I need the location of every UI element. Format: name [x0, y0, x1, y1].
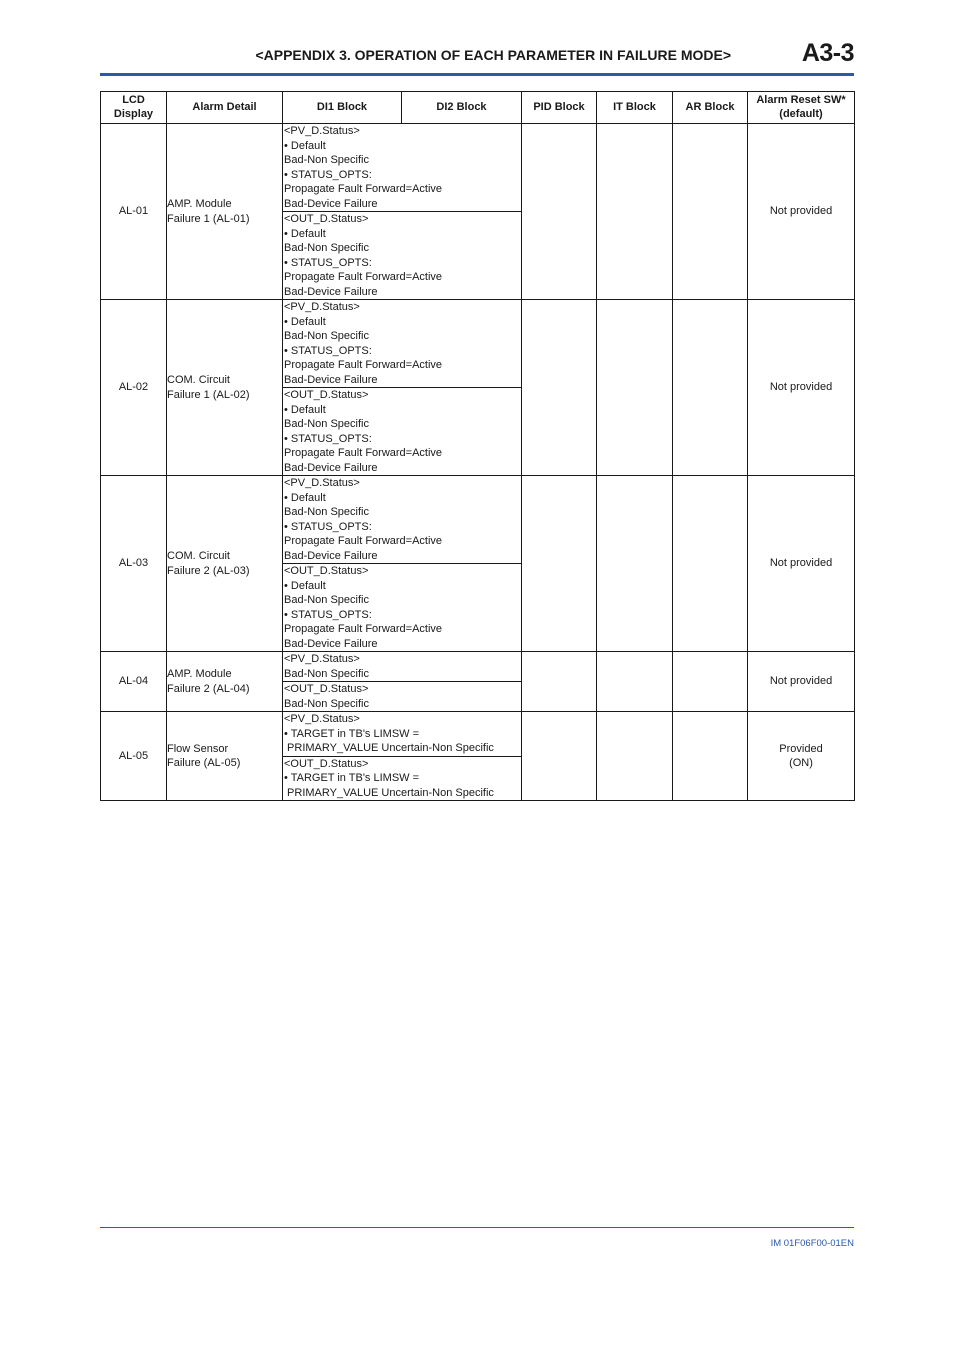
column-header-di2-block: DI2 Block	[402, 92, 522, 124]
column-header-it-block: IT Block	[597, 92, 673, 124]
header-rule	[100, 73, 854, 76]
di-block-cell	[283, 712, 522, 801]
lcd-display-cell: AL-05	[101, 712, 167, 801]
table-row	[101, 124, 855, 300]
di-block-cell	[283, 300, 522, 476]
it-block-cell	[597, 476, 673, 652]
ar-block-cell	[673, 124, 748, 300]
out-status-text: <OUT_D.Status> Bad-Non Specific	[283, 681, 521, 711]
ar-block-cell	[673, 300, 748, 476]
alarm-detail-cell: AMP. Module Failure 1 (AL-01)	[167, 124, 283, 300]
out-status-text: <OUT_D.Status> • Default Bad-Non Specific • STATUS_OPTS: Propagate Fault Forward=Active Bad-Device Failure	[283, 563, 521, 651]
page-number: A3-3	[801, 39, 854, 67]
alarm-detail-cell: COM. Circuit Failure 1 (AL-02)	[167, 300, 283, 476]
table-row	[101, 712, 855, 801]
column-header-di1-block: DI1 Block	[283, 92, 402, 124]
di-block-cell	[283, 652, 522, 712]
pid-block-cell	[522, 476, 597, 652]
footer-rule	[100, 1227, 854, 1228]
it-block-cell	[597, 124, 673, 300]
it-block-cell	[597, 712, 673, 801]
alarm-reset-cell: Not provided	[748, 476, 855, 652]
lcd-display-cell: AL-04	[101, 652, 167, 712]
column-header-ar-block: AR Block	[673, 92, 748, 124]
alarm-detail-cell: COM. Circuit Failure 2 (AL-03)	[167, 476, 283, 652]
lcd-display-cell: AL-03	[101, 476, 167, 652]
out-status-text: <OUT_D.Status> • Default Bad-Non Specific • STATUS_OPTS: Propagate Fault Forward=Active Bad-Device Failure	[283, 211, 521, 299]
pv-status-text: <PV_D.Status> • Default Bad-Non Specific • STATUS_OPTS: Propagate Fault Forward=Active Bad-Device Failure	[284, 301, 443, 386]
alarm-detail-cell: Flow Sensor Failure (AL-05)	[167, 712, 283, 801]
out-status-text: <OUT_D.Status> • Default Bad-Non Specific • STATUS_OPTS: Propagate Fault Forward=Active Bad-Device Failure	[283, 387, 521, 475]
pv-status-text: <PV_D.Status> Bad-Non Specific	[284, 653, 369, 680]
table-row	[101, 476, 855, 652]
column-header-pid-block: PID Block	[522, 92, 597, 124]
it-block-cell	[597, 300, 673, 476]
alarm-reset-cell: Not provided	[748, 300, 855, 476]
pid-block-cell	[522, 652, 597, 712]
out-status-text: <OUT_D.Status> • TARGET in TB's LIMSW = PRIMARY_VALUE Uncertain-Non Specific	[283, 756, 521, 801]
alarm-reset-cell: Provided (ON)	[748, 712, 855, 801]
column-header-alarm-reset-sw: Alarm Reset SW* (default)	[748, 92, 855, 124]
table-row	[101, 300, 855, 476]
section-title: <APPENDIX 3. OPERATION OF EACH PARAMETER IN FAILURE MODE>	[255, 47, 731, 63]
it-block-cell	[597, 652, 673, 712]
ar-block-cell	[673, 712, 748, 801]
pid-block-cell	[522, 712, 597, 801]
document-number: IM 01F06F00-01EN	[770, 1238, 854, 1249]
ar-block-cell	[673, 476, 748, 652]
column-header-alarm-detail: Alarm Detail	[167, 92, 283, 124]
pv-status-text: <PV_D.Status> • Default Bad-Non Specific • STATUS_OPTS: Propagate Fault Forward=Active Bad-Device Failure	[284, 477, 443, 562]
pid-block-cell	[522, 124, 597, 300]
alarm-reset-cell: Not provided	[748, 124, 855, 300]
lcd-display-cell: AL-02	[101, 300, 167, 476]
di-block-cell	[283, 124, 522, 300]
pv-status-text: <PV_D.Status> • Default Bad-Non Specific • STATUS_OPTS: Propagate Fault Forward=Active Bad-Device Failure	[284, 125, 443, 210]
column-header-lcd-display: LCD Display	[101, 92, 167, 124]
table-row	[101, 652, 855, 712]
table-header-row	[101, 92, 855, 124]
alarm-table	[100, 91, 855, 801]
pv-status-text: <PV_D.Status> • TARGET in TB's LIMSW = PRIMARY_VALUE Uncertain-Non Specific	[284, 713, 494, 754]
pid-block-cell	[522, 300, 597, 476]
lcd-display-cell: AL-01	[101, 124, 167, 300]
di-block-cell	[283, 476, 522, 652]
alarm-detail-cell: AMP. Module Failure 2 (AL-04)	[167, 652, 283, 712]
ar-block-cell	[673, 652, 748, 712]
alarm-reset-cell: Not provided	[748, 652, 855, 712]
